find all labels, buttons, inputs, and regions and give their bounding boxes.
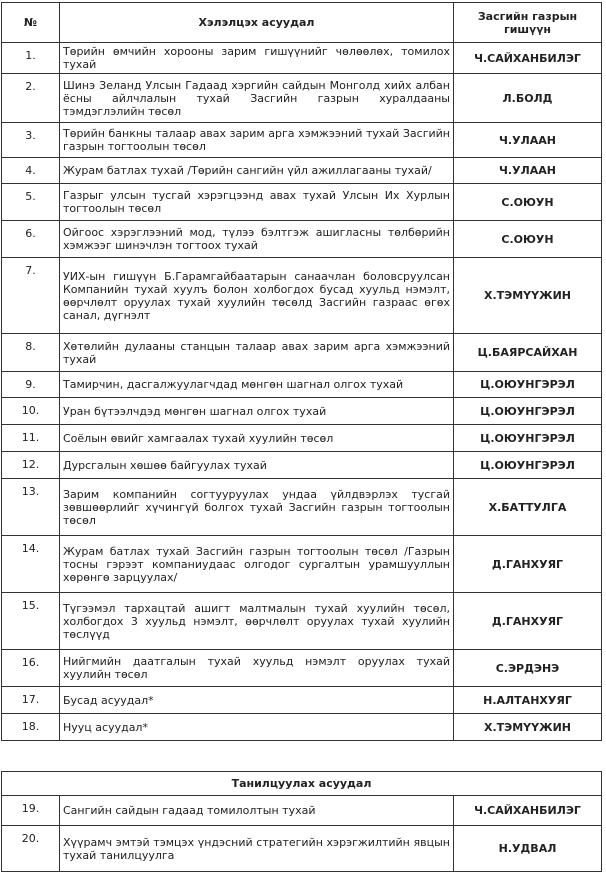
row-topic: Ойгоос хэрэглээний мод, түлээ бэлтгэж ашигласны төлбөрийн хэмжээг шинэчлэн тогтоох тухай <box>60 221 454 258</box>
intro-table <box>1 771 602 872</box>
row-minister: Л.БОЛД <box>454 74 602 123</box>
table-row <box>2 425 602 452</box>
row-topic: Журам батлах тухай Засгийн газрын тогтоолын төсөл /Газрын тосны гэрээт компаниудаас олгодог сургалтын урамшууллын хөрөнгө зарцуулах/ <box>60 536 454 593</box>
row-minister: Ч.УЛААН <box>454 123 602 158</box>
row-minister: Д.ГАНХУЯГ <box>454 593 602 650</box>
row-number: 17. <box>2 687 60 714</box>
row-topic: Шинэ Зеланд Улсын Гадаад хэргийн сайдын Монголд хийх албан ёсны айлчлалын тухай Засгийн газрын хуралдааны тэмдэглэлийн төсөл <box>60 74 454 123</box>
header-topic: Хэлэлцэх асуудал <box>60 3 454 43</box>
row-number: 19. <box>2 796 60 826</box>
row-number: 4. <box>2 158 60 184</box>
row-topic: Дурсгалын хөшөө байгуулах тухай <box>60 452 454 479</box>
row-number: 8. <box>2 334 60 372</box>
header-minister: Засгийн газрын гишүүн <box>454 3 602 43</box>
row-topic: Түгээмэл тархацтай ашигт малтмалын тухай хуулийн төсөл, холбогдох 3 хуульд нэмэлт, өөрчлөлт оруулах тухай хуулийн төслүүд <box>60 593 454 650</box>
table-row <box>2 123 602 158</box>
row-minister: Ц.ОЮУНГЭРЭЛ <box>454 425 602 452</box>
row-number: 20. <box>2 826 60 872</box>
table-row <box>2 479 602 536</box>
row-number: 14. <box>2 536 60 593</box>
row-minister: Ч.САЙХАНБИЛЭГ <box>454 43 602 74</box>
row-topic: УИХ-ын гишүүн Б.Гарамгайбаатарын санаачлан боловсруулсан Компанийн тухай хуулъ болон холбогдох бусад хуульд нэмэлт, өөрчлөлт оруулах тухай хуулийн төсөлд Засгийн газраас өгөх санал, дүгнэлт <box>60 258 454 334</box>
row-number: 11. <box>2 425 60 452</box>
intro-rows <box>2 772 602 872</box>
row-number: 1. <box>2 43 60 74</box>
row-topic: Зарим компанийн согтууруулах ундаа үйлдвэрлэх тусгай зөвшөөрлийг хүчингүй болгох тухай Засгийн газрын тогтоолын төсөл <box>60 479 454 536</box>
agenda-table <box>1 2 602 741</box>
row-minister: Н.УДВАЛ <box>454 826 602 872</box>
row-number: 18. <box>2 714 60 741</box>
row-number: 10. <box>2 398 60 425</box>
table-row <box>2 536 602 593</box>
row-minister: Ч.САЙХАНБИЛЭГ <box>454 796 602 826</box>
row-minister: С.ЭРДЭНЭ <box>454 650 602 687</box>
row-minister: С.ОЮУН <box>454 221 602 258</box>
row-topic: Төрийн өмчийн хорооны зарим гишүүнийг чөлөөлөх, томилох тухай <box>60 43 454 74</box>
row-topic: Соёлын өвийг хамгаалах тухай хуулийн төсөл <box>60 425 454 452</box>
table-row <box>2 826 602 872</box>
intro-section-title: Танилцуулах асуудал <box>2 772 602 796</box>
table-row <box>2 398 602 425</box>
row-topic: Нууц асуудал* <box>60 714 454 741</box>
row-topic: Хүүрамч эмтэй тэмцэх үндэсний стратегийн хэрэгжилтийн явцын тухай танилцуулга <box>60 826 454 872</box>
table-row <box>2 221 602 258</box>
row-topic: Уран бүтээлчдэд мөнгөн шагнал олгох тухай <box>60 398 454 425</box>
row-minister: Ц.БАЯРСАЙХАН <box>454 334 602 372</box>
row-minister: Ц.ОЮУНГЭРЭЛ <box>454 452 602 479</box>
row-number: 5. <box>2 184 60 221</box>
row-number: 13. <box>2 479 60 536</box>
row-minister: Х.БАТТУЛГА <box>454 479 602 536</box>
row-minister: Ц.ОЮУНГЭРЭЛ <box>454 398 602 425</box>
row-minister: Х.ТЭМҮҮЖИН <box>454 258 602 334</box>
row-minister: Х.ТЭМҮҮЖИН <box>454 714 602 741</box>
row-number: 7. <box>2 258 60 334</box>
table-row <box>2 650 602 687</box>
row-minister: Ц.ОЮУНГЭРЭЛ <box>454 372 602 398</box>
row-number: 3. <box>2 123 60 158</box>
table-row <box>2 593 602 650</box>
row-minister: Ч.УЛААН <box>454 158 602 184</box>
table-row <box>2 258 602 334</box>
row-minister: С.ОЮУН <box>454 184 602 221</box>
row-topic: Газрыг улсын тусгай хэрэгцээнд авах тухай Улсын Их Хурлын тогтоолын төсөл <box>60 184 454 221</box>
row-number: 15. <box>2 593 60 650</box>
table-row <box>2 687 602 714</box>
table-row <box>2 372 602 398</box>
table-row <box>2 43 602 74</box>
row-number: 2. <box>2 74 60 123</box>
row-number: 9. <box>2 372 60 398</box>
table-header-row <box>2 3 602 43</box>
row-number: 12. <box>2 452 60 479</box>
row-topic: Төрийн банкны талаар авах зарим арга хэмжээний тухай Засгийн газрын тогтоолын төсөл <box>60 123 454 158</box>
table-row <box>2 74 602 123</box>
intro-section-header <box>2 772 602 796</box>
row-topic: Нийгмийн даатгалын тухай хуульд нэмэлт оруулах тухай хуулийн төсөл <box>60 650 454 687</box>
row-topic: Журам батлах тухай /Төрийн сангийн үйл ажиллагааны тухай/ <box>60 158 454 184</box>
row-number: 16. <box>2 650 60 687</box>
table-row <box>2 158 602 184</box>
table-row <box>2 452 602 479</box>
row-topic: Бусад асуудал* <box>60 687 454 714</box>
row-topic: Сангийн сайдын гадаад томилолтын тухай <box>60 796 454 826</box>
table-row <box>2 796 602 826</box>
row-minister: Н.АЛТАНХУЯГ <box>454 687 602 714</box>
row-number: 6. <box>2 221 60 258</box>
table-row <box>2 334 602 372</box>
table-row <box>2 184 602 221</box>
table-row <box>2 714 602 741</box>
agenda-rows <box>2 43 602 741</box>
row-topic: Тамирчин, дасгалжуулагчдад мөнгөн шагнал олгох тухай <box>60 372 454 398</box>
row-minister: Д.ГАНХУЯГ <box>454 536 602 593</box>
row-topic: Хөтөлийн дулааны станцын талаар авах зарим арга хэмжээний тухай <box>60 334 454 372</box>
header-num: № <box>2 3 60 43</box>
